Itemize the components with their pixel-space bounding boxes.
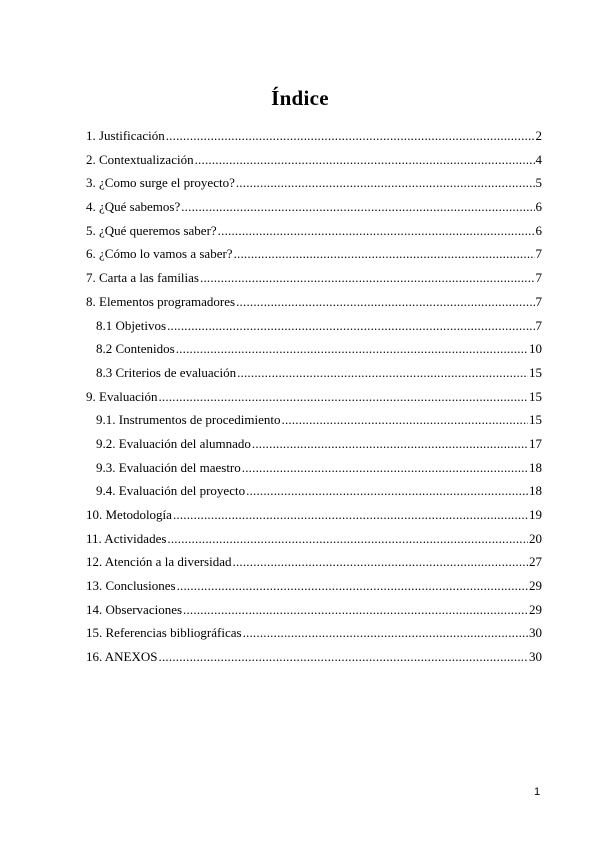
toc-entry-label: 8.1 Objetivos	[96, 317, 167, 333]
toc-entry-page: 18	[529, 459, 542, 475]
toc-entry[interactable]	[86, 598, 542, 622]
toc-entry-page: 7	[535, 293, 542, 309]
toc-entry-page: 15	[529, 364, 542, 380]
toc-entry[interactable]	[86, 148, 542, 172]
toc-entry-label: 6. ¿Cómo lo vamos a saber?	[86, 246, 233, 262]
toc-entry-label: 8.3 Criterios de evaluación	[96, 364, 237, 380]
dot-leader	[236, 290, 534, 314]
toc-entry[interactable]	[86, 242, 542, 266]
dot-leader	[167, 527, 528, 551]
toc-entry[interactable]	[86, 432, 542, 456]
toc-entry-page: 4	[535, 151, 542, 167]
dot-leader	[236, 171, 535, 195]
toc-entry-page: 29	[529, 578, 542, 594]
toc-entry[interactable]	[86, 195, 542, 219]
dot-leader	[200, 266, 535, 290]
toc-entry[interactable]	[86, 574, 542, 598]
toc-entry[interactable]	[86, 456, 542, 480]
toc-entry-label: 1. Justificación	[86, 128, 165, 143]
toc-entry-label: 9. Evaluación	[86, 388, 158, 404]
toc-entry-label: 15. Referencias bibliográficas	[86, 625, 242, 641]
toc-entry[interactable]	[86, 645, 542, 669]
dot-leader	[246, 479, 528, 503]
dot-leader	[176, 337, 528, 361]
toc-entry-label: 14. Observaciones	[86, 601, 183, 617]
toc-entry-label: 10. Metodología	[86, 507, 172, 522]
toc-entry-page: 30	[529, 625, 542, 641]
toc-entry-page: 17	[529, 435, 542, 451]
toc-entry-page: 2	[535, 128, 542, 143]
dot-leader	[159, 645, 528, 669]
toc-entry-label: 8.2 Contenidos	[96, 341, 175, 357]
toc-entry-page: 6	[535, 199, 542, 215]
toc-entry[interactable]	[86, 479, 542, 503]
toc-entry[interactable]	[86, 266, 542, 290]
toc-entry-label: 9.2. Evaluación del alumnado	[96, 435, 251, 451]
toc-entry-page: 7	[535, 270, 542, 286]
toc-entry-page: 7	[535, 246, 542, 262]
dot-leader	[173, 503, 528, 527]
toc-entry-page: 20	[529, 530, 542, 546]
toc-entry[interactable]	[86, 290, 542, 314]
toc-entry[interactable]	[86, 385, 542, 409]
dot-leader	[237, 361, 528, 385]
toc-entry-label: 8. Elementos programadores	[86, 293, 236, 309]
toc-entry-page: 19	[529, 507, 542, 522]
toc-entry-label: 9.4. Evaluación del proyecto	[96, 483, 246, 499]
toc-entry[interactable]	[86, 408, 542, 432]
dot-leader	[234, 242, 535, 266]
toc-entry-label: 7. Carta a las familias	[86, 270, 199, 286]
toc-entry-page: 30	[529, 649, 542, 665]
dot-leader	[252, 432, 528, 456]
dot-leader	[177, 574, 528, 598]
toc-entry[interactable]	[86, 503, 542, 527]
toc-entry-page: 7	[535, 317, 542, 333]
page-title: Índice	[271, 86, 329, 110]
toc-entry[interactable]	[86, 527, 542, 551]
dot-leader	[158, 385, 528, 409]
toc-entry-label: 9.1. Instrumentos de procedimiento	[96, 412, 281, 428]
toc-entry-page: 10	[529, 341, 542, 357]
page-number: 1	[534, 786, 541, 798]
dot-leader	[167, 314, 534, 338]
toc-entry-page: 5	[535, 175, 542, 191]
toc-entry[interactable]	[86, 171, 542, 195]
dot-leader	[218, 219, 535, 243]
dot-leader	[282, 408, 529, 432]
dot-leader	[181, 195, 534, 219]
toc-entry-label: 2. Contextualización	[86, 151, 194, 167]
dot-leader	[242, 456, 528, 480]
toc-entry-label: 11. Actividades	[86, 530, 167, 546]
toc-entry[interactable]	[86, 621, 542, 645]
dot-leader	[195, 148, 535, 172]
dot-leader	[166, 124, 535, 148]
toc-entry-label: 9.3. Evaluación del maestro	[96, 459, 241, 475]
toc-entry-label: 12. Atención a la diversidad	[86, 554, 232, 570]
dot-leader	[243, 621, 528, 645]
dot-leader	[233, 550, 529, 574]
toc-entry-label: 3. ¿Como surge el proyecto?	[86, 175, 235, 191]
toc-entry-label: 4. ¿Qué sabemos?	[86, 199, 181, 215]
toc-entry[interactable]	[86, 124, 542, 148]
toc-entry-label: 13. Conclusiones	[86, 578, 176, 594]
toc-entry-label: 5. ¿Qué queremos saber?	[86, 222, 217, 238]
toc-entry-page: 29	[529, 601, 542, 617]
toc-entry-page: 18	[529, 483, 542, 499]
toc-entry[interactable]	[86, 219, 542, 243]
toc-entry-page: 15	[529, 412, 542, 428]
table-of-contents	[86, 124, 542, 669]
toc-entry-page: 15	[529, 388, 542, 404]
toc-entry-page: 6	[535, 222, 542, 238]
toc-entry[interactable]	[86, 314, 542, 338]
toc-entry[interactable]	[86, 337, 542, 361]
toc-entry[interactable]	[86, 550, 542, 574]
toc-entry[interactable]	[86, 361, 542, 385]
dot-leader	[183, 598, 528, 622]
toc-entry-label: 16. ANEXOS	[86, 649, 158, 665]
toc-entry-page: 27	[529, 554, 542, 570]
